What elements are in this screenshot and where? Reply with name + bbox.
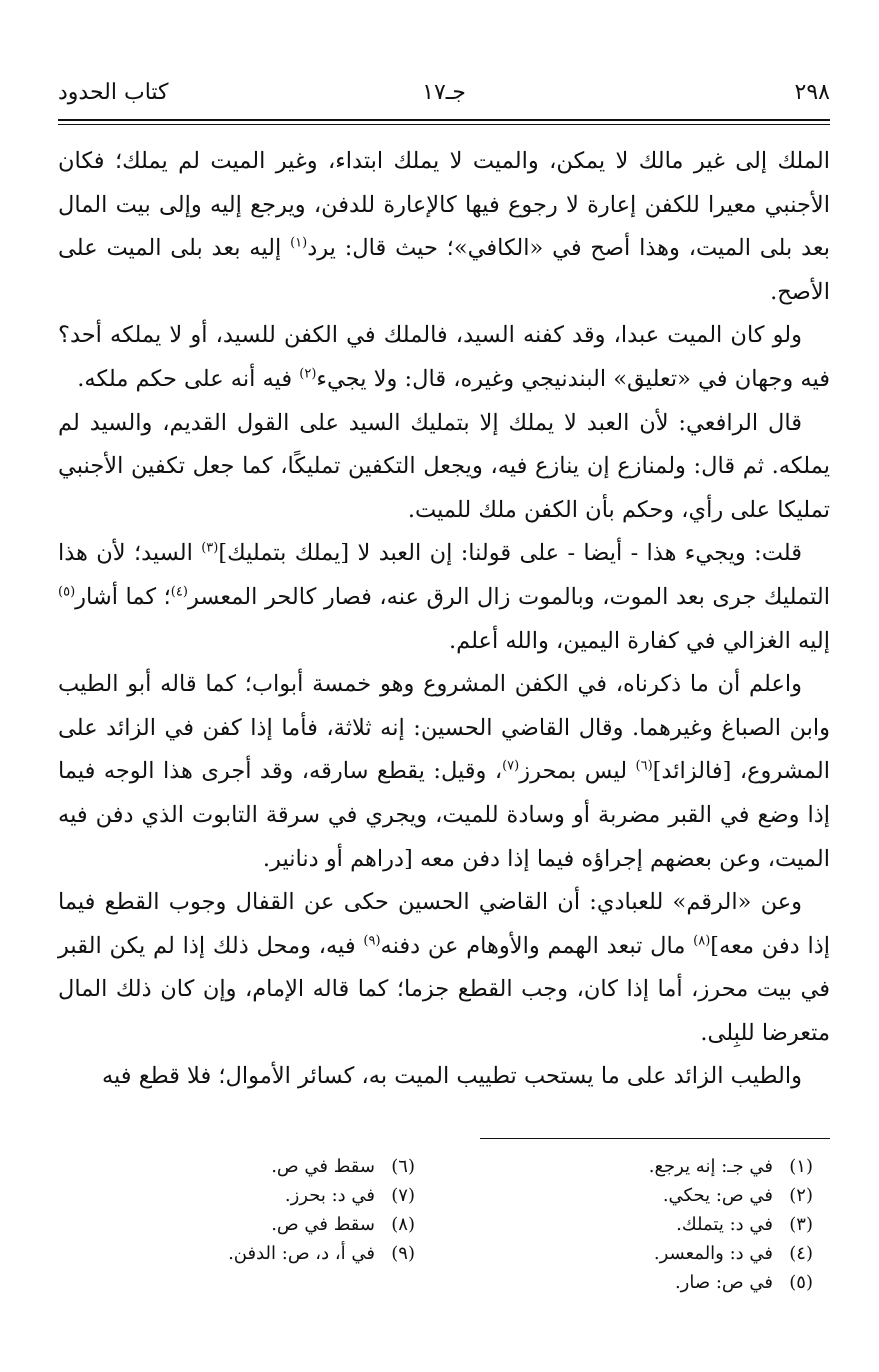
footnote: (٦)سقط في ص.	[271, 1156, 415, 1177]
paragraph: قلت: ويجيء هذا - أيضا - على قولنا: إن العبد لا [يملك بتمليك]$^{(٣)}$ السيد؛ لأن هذا التمليك جرى بعد الموت، وبالموت زال الرق عنه، فصار كالحر المعسر$^{(٤)}$؛ كما أشار$^{(٥)}$ إليه الغزالي في كفارة اليمين، والله أعلم.	[58, 540, 831, 654]
book-title: كتاب الحدود	[58, 80, 169, 105]
footnote: (٤)في د: والمعسر.	[653, 1243, 813, 1264]
footnote: (١)في جـ: إنه يرجع.	[648, 1156, 813, 1177]
volume-number: جـ١٧	[422, 80, 466, 105]
footnote-ref: (٣)	[201, 540, 219, 556]
footnote: (٣)في د: يتملك.	[676, 1214, 813, 1235]
footnote-ref: (٥)	[58, 584, 76, 600]
footnote-ref: (٤)	[170, 584, 188, 600]
paragraph: الملك إلى غير مالك لا يمكن، والميت لا يملك ابتداء، وغير الميت لم يملك؛ فكان الأجنبي معيرا للكفن إعارة لا رجوع فيها كالإعارة للدفن، ويرجع إليه وإلى بيت المال بعد بلى الميت، وهذا أصح في «الكافي»؛ حيث قال: يرد$^{(١)}$ إليه بعد بلى الميت على الأصح.	[58, 148, 830, 305]
footnote-ref: (٦)	[635, 758, 653, 774]
paragraph: وعن «الرقم» للعبادي: أن القاضي الحسين حكى عن القفال وجوب القطع فيما إذا دفن معه]$^{(٨)}$ مال تبعد الهمم والأوهام عن دفنه$^{(٩)}$ فيه، ومحل ذلك إذا لم يكن القبر في بيت محرز، أما إذا كان، وجب القطع جزما؛ كما قاله الإمام، وإن كان ذلك المال متعرضا للبِلى.	[58, 889, 830, 1046]
footnote: (٧)في د: بحرز.	[284, 1185, 415, 1206]
page-header	[58, 80, 830, 114]
footnote: (٩)في أ، د، ص: الدفن.	[228, 1243, 415, 1264]
footnote-ref: (٨)	[693, 933, 711, 949]
footnote-ref: (١)	[290, 235, 308, 251]
header-rule-thick	[58, 119, 830, 121]
paragraph: ولو كان الميت عبدا، وقد كفنه السيد، فالملك في الكفن للسيد، أو لا يملكه أحد؟ فيه وجهان في «تعليق» البندنيجي وغيره، قال: ولا يجيء$^{(٢)}$ فيه أنه على حكم ملكه.	[58, 322, 830, 392]
footnotes-column-right	[553, 1152, 813, 1297]
footnotes-column-left	[155, 1152, 415, 1268]
footnote-ref: (٩)	[363, 933, 381, 949]
paragraph: قال الرافعي: لأن العبد لا يملك إلا بتمليك السيد على القول القديم، والسيد لم يملكه. ثم قال: ولمنازع إن ينازع فيه، ويجعل التكفين تمليكًا، كما جعل تكفين الأجنبي تمليكا على رأي، وحكم بأن الكفن ملك للميت.	[58, 409, 830, 523]
paragraph: واعلم أن ما ذكرناه، في الكفن المشروع وهو خمسة أبواب؛ كما قاله أبو الطيب وابن الصباغ وغيرهما. وقال القاضي الحسين: إنه ثلاثة، فأما إذا كفن في الزائد على المشروع، [فالزائد]$^{(٦)}$ ليس بمحرز$^{(٧)}$، وقيل: يقطع سارقه، وقد أجرى هذا الوجه فيما إذا وضع في القبر مضربة أو وسادة للميت، ويجري في سرقة التابوت الذي دفن فيه الميت، وعن بعضهم إجراؤه فيما إذا دفن معه [دراهم أو دنانير.	[58, 671, 830, 872]
footnote: (٨)سقط في ص.	[271, 1214, 415, 1235]
footnote: (٥)في ص: صار.	[674, 1272, 813, 1293]
footnote: (٢)في ص: يحكي.	[662, 1185, 813, 1206]
page-number: ٢٩٨	[794, 80, 830, 105]
footnote-separator	[480, 1138, 830, 1139]
header-rule-thin	[58, 124, 830, 125]
main-text	[58, 140, 830, 1099]
footnote-ref: (٧)	[502, 758, 520, 774]
paragraph: والطيب الزائد على ما يستحب تطييب الميت به، كسائر الأموال؛ فلا قطع فيه	[101, 1063, 802, 1090]
footnote-ref: (٢)	[299, 366, 317, 382]
